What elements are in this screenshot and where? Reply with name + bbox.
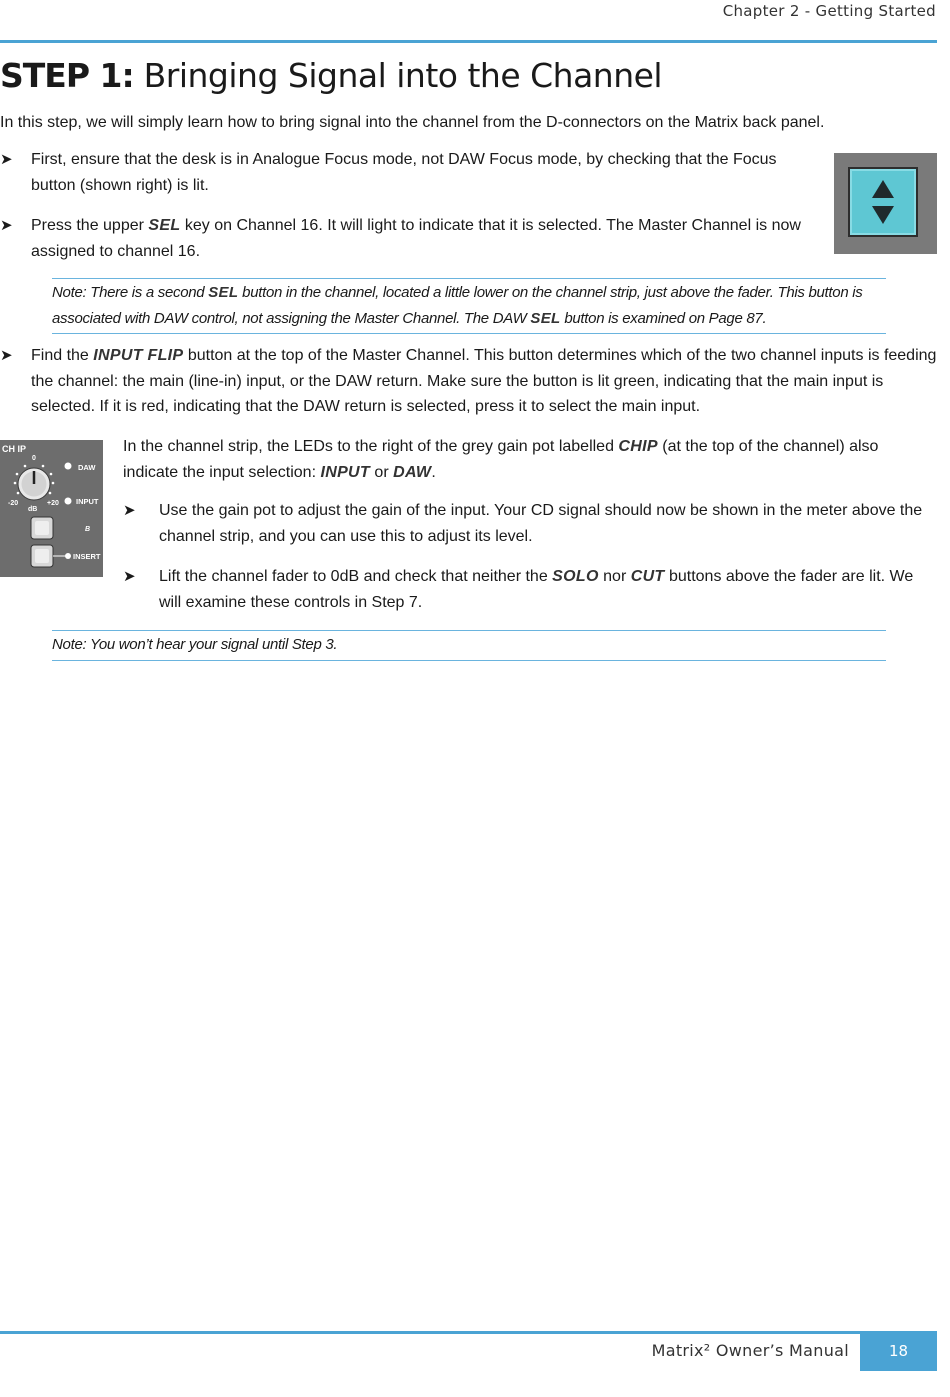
text-run: nor — [598, 568, 631, 585]
bullet-arrow-icon: ➤ — [0, 347, 13, 364]
bullet-text — [31, 213, 815, 264]
daw-label: DAW — [78, 463, 96, 472]
insert-led-icon — [65, 553, 71, 559]
text-run: key on Channel 16. It will light to indicate that it is selected. The Master Channel is now assigned to channel 16. — [31, 217, 801, 260]
daw-text-label: DAW — [393, 463, 432, 481]
bullet-arrow-icon: ➤ — [123, 502, 136, 519]
insert-label: INSERT — [73, 552, 101, 561]
text-run: button in the channel, located a little lower on the channel strip, just above the fader. This button is associated with DAW control, not assigning the Master Channel. The DAW — [52, 284, 863, 327]
text-run: Lift the channel fader to 0dB and check that neither the — [159, 568, 553, 585]
focus-button-face — [848, 167, 918, 237]
solo-label: SOLO — [552, 568, 599, 585]
daw-led-icon — [65, 463, 72, 470]
text-run: Press the upper — [31, 217, 149, 234]
text-run: buttons above the fader are lit. We will examine these controls in Step 7. — [159, 568, 914, 611]
text-run: (at the top of the channel) also indicate the input selection: — [123, 438, 879, 481]
title-text: Bringing Signal into the Channel — [133, 56, 663, 95]
gain-pot-panel — [0, 440, 103, 577]
bullet-arrow-icon: ➤ — [0, 217, 13, 234]
text-run: Note: There is a second — [52, 284, 209, 301]
bullet-text: First, ensure that the desk is in Analogue Focus mode, not DAW Focus mode, by checking that the Focus button (shown right) is lit. — [31, 151, 777, 194]
input-led-icon — [65, 498, 72, 505]
note-step-3: Note: You won’t hear your signal until Step 3. — [52, 630, 886, 661]
bullet-fader — [123, 564, 937, 615]
bullet-text: Use the gain pot to adjust the gain of the input. Your CD signal should now be shown in the meter above the channel strip, and you can use this to adjust its level. — [159, 502, 923, 545]
sel-label: SEL — [530, 309, 561, 327]
text-run: In the channel strip, the LEDs to the right of the grey gain pot labelled — [123, 438, 619, 455]
text-run: or — [369, 463, 394, 481]
chapter-header: Chapter 2 - Getting Started — [722, 2, 936, 20]
input-flip-label: INPUT FLIP — [93, 347, 184, 364]
bullet-text — [31, 343, 937, 420]
page-title — [0, 56, 662, 95]
focus-button-illustration — [834, 153, 937, 254]
bullet-arrow-icon: ➤ — [0, 151, 13, 168]
footer-rule — [0, 1331, 937, 1334]
plus-20-label: +20 — [47, 500, 59, 507]
up-down-arrows-icon — [850, 169, 916, 235]
bullet-sel-key — [0, 213, 815, 264]
input-text-label: INPUT — [320, 463, 370, 481]
bullet-input-flip — [0, 343, 937, 420]
input-label: INPUT — [76, 497, 99, 506]
b-label: B — [85, 526, 91, 533]
note-second-sel — [52, 278, 886, 334]
footer-manual-title: Matrix² Owner’s Manual — [651, 1341, 849, 1360]
page-number: 18 — [860, 1331, 937, 1371]
cut-label: CUT — [630, 568, 665, 585]
intro-paragraph: In this step, we will simply learn how to bring signal into the channel from the D-connectors on the Matrix back panel. — [0, 114, 825, 131]
sel-key-label: SEL — [148, 217, 181, 234]
sel-label: SEL — [208, 284, 239, 301]
bullet-arrow-icon: ➤ — [123, 568, 136, 585]
minus-20-label: -20 — [8, 500, 19, 507]
chip-label: CH IP — [2, 444, 27, 454]
text-run: . — [431, 463, 436, 481]
text-run: Find the — [31, 347, 94, 364]
bullet-focus-mode — [0, 147, 815, 198]
bullet-text — [159, 564, 937, 615]
text-run: button at the top of the Master Channel. This button determines which of the two channel inputs is feeding the channel: the main (line-in) input, or the DAW return. Make sure the button is lit green, indicating that the main input is selected. If it is red, indicating that the DAW return is selected, press it to select the main input. — [31, 347, 937, 415]
header-rule — [0, 40, 937, 43]
bullet-gain-pot — [123, 498, 937, 549]
chip-paragraph — [123, 434, 937, 485]
title-step: STEP 1: — [0, 56, 134, 95]
chip-text-label: CHIP — [618, 438, 658, 455]
db-label: dB — [28, 506, 38, 513]
zero-label: 0 — [32, 455, 36, 462]
chip-panel-illustration — [0, 440, 103, 577]
text-run: button is examined on Page 87. — [560, 309, 767, 327]
